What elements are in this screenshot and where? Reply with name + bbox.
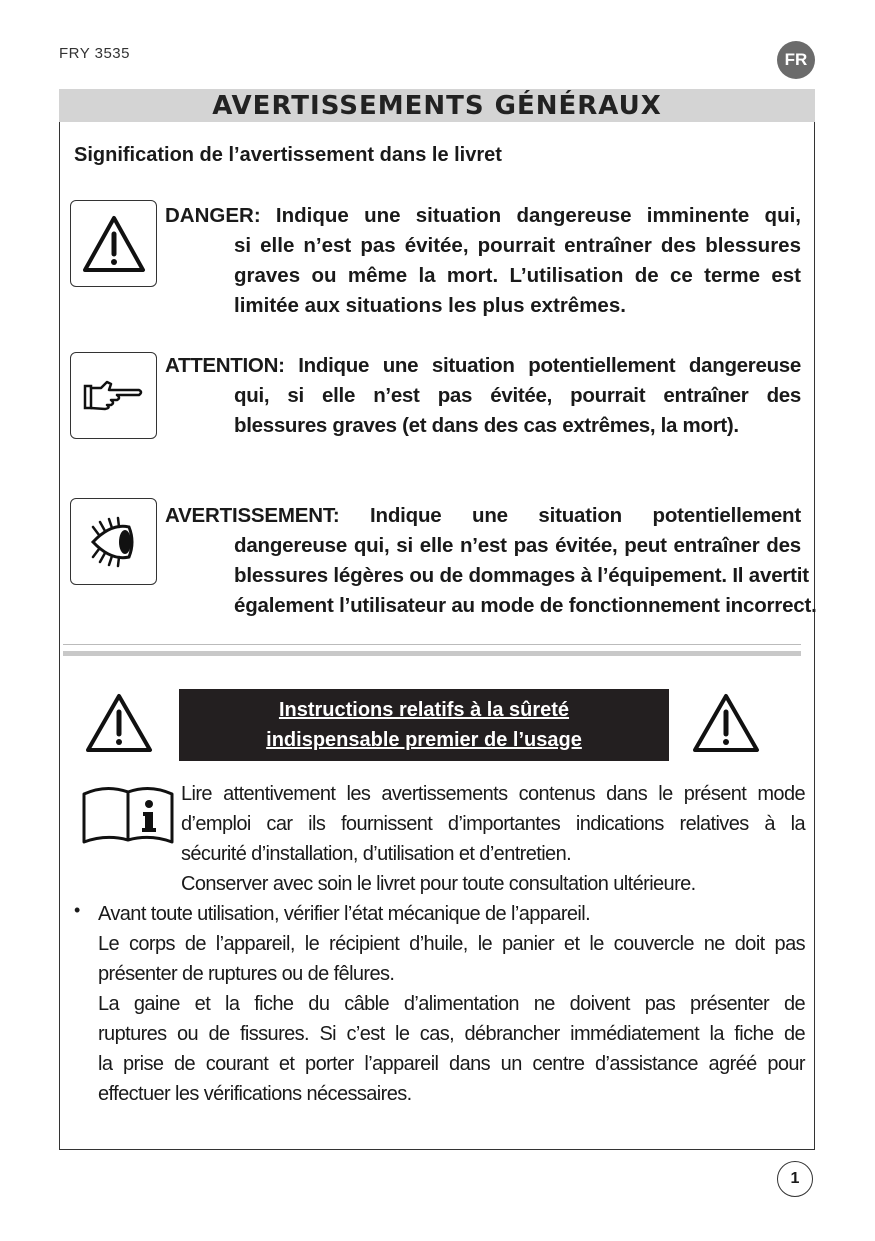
safety-banner bbox=[179, 689, 669, 761]
danger-line: limitée aux situations les plus extrêmes. bbox=[234, 294, 626, 317]
bullet-marker: • bbox=[74, 900, 81, 920]
attention-line: qui, si elle n’est pas évitée, pourrait entraîner des bbox=[234, 384, 801, 407]
warning-triangle-icon bbox=[81, 214, 147, 274]
warning-triangle-icon bbox=[691, 692, 761, 754]
avertissement-line: AVERTISSEMENT: Indique une situation potentiellement bbox=[165, 504, 801, 527]
attention-icon-box bbox=[70, 352, 157, 439]
bullet-line: Le corps de l’appareil, le récipient d’huile, le panier et le couvercle ne doit pas bbox=[98, 933, 805, 955]
banner-line: indispensable premier de l’usage bbox=[266, 729, 582, 751]
banner-line: Instructions relatifs à la sûreté bbox=[278, 699, 570, 721]
bullet-line: la prise de courant et porter l’appareil dans un centre d’assistance agréé pour bbox=[98, 1053, 805, 1075]
intro-line: d’emploi car ils fournissent d’importantes indications relatives à la bbox=[181, 813, 805, 835]
pointing-hand-icon bbox=[83, 378, 145, 414]
separator-thick bbox=[63, 651, 801, 656]
title-bar bbox=[59, 89, 815, 122]
intro-line: Lire attentivement les avertissements contenus dans le présent mode bbox=[181, 783, 805, 805]
page-number: 1 bbox=[777, 1161, 813, 1197]
avertissement-line: blessures légères ou de dommages à l’équipement. Il avertit bbox=[234, 564, 809, 587]
danger-icon-box bbox=[70, 200, 157, 287]
danger-text bbox=[165, 201, 801, 321]
bullet-line: ruptures ou de fissures. Si c’est le cas, débrancher immédiatement la fiche de bbox=[98, 1023, 805, 1045]
eye-icon bbox=[85, 513, 143, 571]
danger-line: graves ou même la mort. L’utilisation de ce terme est bbox=[234, 264, 801, 287]
model-number: FRY 3535 bbox=[59, 45, 130, 62]
bullet-line: La gaine et la fiche du câble d’alimentation ne doivent pas présenter de bbox=[98, 993, 805, 1015]
intro-line: sécurité d’installation, d’utilisation et d’entretien. bbox=[181, 843, 572, 865]
bullet-line: présenter de ruptures ou de fêlures. bbox=[98, 963, 395, 985]
manual-info-icon bbox=[82, 782, 174, 844]
bullet-paragraph bbox=[98, 899, 805, 1109]
attention-text bbox=[165, 351, 801, 441]
attention-line: blessures graves (et dans des cas extrêmes, la mort). bbox=[234, 414, 739, 437]
avertissement-text bbox=[165, 501, 817, 621]
avertissement-line: dangereuse qui, si elle n’est pas évitée, peut entraîner des bbox=[234, 534, 801, 557]
bullet-line: effectuer les vérifications nécessaires. bbox=[98, 1083, 412, 1105]
danger-line: si elle n’est pas évitée, pourrait entraîner des blessures bbox=[234, 234, 801, 257]
section-subtitle: Signification de l’avertissement dans le livret bbox=[74, 144, 502, 166]
attention-line: ATTENTION: Indique une situation potentiellement dangereuse bbox=[165, 354, 801, 377]
avertissement-line: également l’utilisateur au mode de fonctionnement incorrect. bbox=[234, 594, 817, 617]
intro-line: Conserver avec soin le livret pour toute consultation ultérieure. bbox=[181, 873, 696, 895]
separator-thin bbox=[63, 644, 801, 645]
bullet-line: Avant toute utilisation, vérifier l’état mécanique de l’appareil. bbox=[98, 903, 591, 925]
avertissement-icon-box bbox=[70, 498, 157, 585]
language-badge: FR bbox=[777, 41, 815, 79]
danger-line: DANGER: Indique une situation dangereuse imminente qui, bbox=[165, 204, 801, 227]
page-title: AVERTISSEMENTS GÉNÉRAUX bbox=[212, 90, 662, 121]
intro-paragraph bbox=[181, 779, 805, 899]
warning-triangle-icon bbox=[84, 692, 154, 754]
